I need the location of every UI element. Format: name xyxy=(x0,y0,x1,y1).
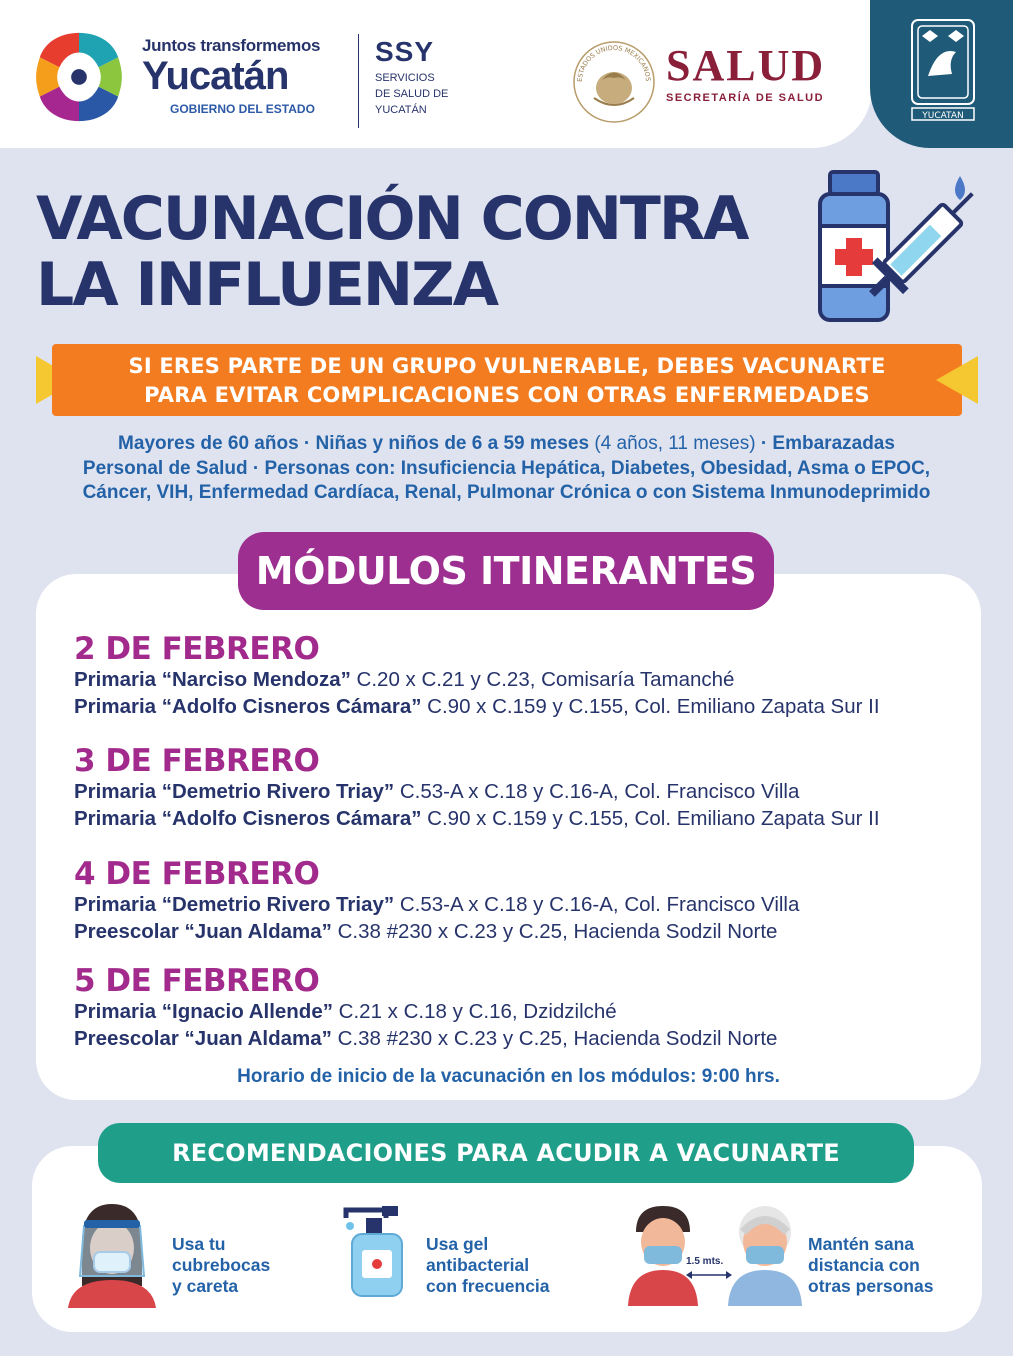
module-name: Preescolar “Juan Aldama” xyxy=(74,920,332,943)
banner-line1: SI ERES PARTE DE UN GRUPO VULNERABLE, DEBES VACUNARTE xyxy=(128,354,886,378)
yucatan-shield-icon xyxy=(908,16,978,124)
yucatan-badge xyxy=(870,0,1013,148)
groups-line1a: Mayores de 60 años · Niñas y niños de 6 a 59 meses xyxy=(118,433,590,454)
module-name: Primaria “Demetrio Rivero Triay” xyxy=(74,780,395,803)
rec-distance-line3: otras personas xyxy=(808,1276,934,1296)
module-name: Preescolar “Juan Aldama” xyxy=(74,1027,332,1050)
yucatan-line1: Juntos transformemos xyxy=(142,36,321,55)
module-entry xyxy=(74,693,880,720)
yucatan-wordmark xyxy=(142,36,320,116)
vaccine-icon xyxy=(810,166,980,326)
day-block xyxy=(74,744,880,832)
day-block xyxy=(74,964,777,1052)
module-address: C.53-A x C.18 y C.16-A, Col. Francisco Villa xyxy=(394,893,800,916)
hand-sanitizer-icon xyxy=(338,1196,416,1300)
title-line1: VACUNACIÓN CONTRA xyxy=(36,184,748,254)
ssy-logo xyxy=(375,36,448,116)
module-address: C.53-A x C.18 y C.16-A, Col. Francisco Villa xyxy=(394,780,800,803)
day-date: 5 DE FEBRERO xyxy=(74,963,320,999)
groups-line3: Cáncer, VIH, Enfermedad Cardíaca, Renal, Pulmonar Crónica o con Sistema Inmunodeprimido xyxy=(82,482,931,503)
groups-line1b: (4 años, 11 meses) xyxy=(589,433,761,454)
salud-title: SALUD xyxy=(666,41,826,90)
day-date: 3 DE FEBRERO xyxy=(74,743,320,779)
distancing-person-elder-icon xyxy=(728,1202,802,1306)
module-name: Primaria “Adolfo Cisneros Cámara” xyxy=(74,807,422,830)
page-title xyxy=(36,186,748,318)
module-address: C.20 x C.21 y C.23, Comisaría Tamanché xyxy=(350,668,735,691)
banner-line2: PARA EVITAR COMPLICACIONES CON OTRAS ENFERMEDADES xyxy=(144,383,870,407)
rec-item-gel xyxy=(426,1234,550,1297)
groups-line1 xyxy=(20,432,993,457)
module-address: C.21 x C.18 y C.16, Dzidzilché xyxy=(332,1000,617,1023)
module-address: C.90 x C.159 y C.155, Col. Emiliano Zapata Sur II xyxy=(421,695,880,718)
distance-label: 1.5 mts. xyxy=(686,1256,724,1267)
groups-line2: Personal de Salud · Personas con: Insuficiencia Hepática, Diabetes, Obesidad, Asma o EPOC, xyxy=(82,457,931,479)
eligible-groups xyxy=(20,432,993,506)
yucatan-line2: Yucatán xyxy=(142,54,289,98)
rec-mask-line3: y careta xyxy=(172,1276,239,1296)
day-date: 4 DE FEBRERO xyxy=(74,856,320,892)
banner-right-arrow xyxy=(936,356,978,404)
day-block xyxy=(74,632,880,720)
groups-line1c: · Embarazadas xyxy=(760,433,895,454)
module-entry xyxy=(74,998,777,1025)
module-entry xyxy=(74,1025,777,1052)
yucatan-logo-icon xyxy=(30,28,128,126)
module-entry xyxy=(74,918,799,945)
vulnerable-group-banner xyxy=(52,344,962,416)
badge-text: YUCATAN xyxy=(922,111,964,121)
rec-mask-line2: cubrebocas xyxy=(172,1255,271,1275)
rec-gel-line3: con frecuencia xyxy=(426,1276,550,1296)
distance-arrow-icon xyxy=(686,1270,732,1280)
vaccination-schedule: Horario de inicio de la vacunación en los módulos: 9:00 hrs. xyxy=(237,1066,780,1087)
module-address: C.90 x C.159 y C.155, Col. Emiliano Zapata Sur II xyxy=(421,807,880,830)
module-name: Primaria “Narciso Mendoza” xyxy=(74,668,351,691)
module-entry xyxy=(74,778,880,805)
rec-item-distance xyxy=(808,1234,933,1297)
day-block xyxy=(74,857,799,945)
salud-logo xyxy=(666,42,825,104)
module-name: Primaria “Adolfo Cisneros Cámara” xyxy=(74,695,422,718)
module-name: Primaria “Demetrio Rivero Triay” xyxy=(74,893,395,916)
module-name: Primaria “Ignacio Allende” xyxy=(74,1000,333,1023)
ssy-line2: DE SALUD DE xyxy=(375,88,449,100)
salud-subtitle: SECRETARÍA DE SALUD xyxy=(666,92,825,104)
rec-distance-line1: Mantén sana xyxy=(808,1234,914,1254)
face-shield-person-icon xyxy=(64,1196,160,1308)
rec-mask-line1: Usa tu xyxy=(172,1234,226,1254)
mexico-seal-icon xyxy=(572,40,656,124)
modules-title: MÓDULOS ITINERANTES xyxy=(238,532,774,610)
header-divider xyxy=(358,34,359,128)
seal-text: ESTADOS UNIDOS MEXICANOS xyxy=(575,43,653,83)
yucatan-line3: GOBIERNO DEL ESTADO xyxy=(170,102,315,116)
recommendations-title: RECOMENDACIONES PARA ACUDIR A VACUNARTE xyxy=(98,1123,914,1183)
module-entry xyxy=(74,666,880,693)
day-date: 2 DE FEBRERO xyxy=(74,631,320,667)
module-entry xyxy=(74,891,799,918)
header xyxy=(0,0,872,148)
rec-gel-line2: antibacterial xyxy=(426,1255,530,1275)
module-address: C.38 #230 x C.23 y C.25, Hacienda Sodzil Norte xyxy=(331,920,778,943)
rec-item-mask xyxy=(172,1234,270,1297)
ssy-title: SSY xyxy=(375,36,435,67)
ssy-line3: YUCATÁN xyxy=(375,104,427,116)
rec-gel-line1: Usa gel xyxy=(426,1234,489,1254)
ssy-line1: SERVICIOS xyxy=(375,72,435,84)
module-entry xyxy=(74,805,880,832)
module-address: C.38 #230 x C.23 y C.25, Hacienda Sodzil Norte xyxy=(331,1027,778,1050)
title-line2: LA INFLUENZA xyxy=(36,250,498,320)
rec-distance-line2: distancia con xyxy=(808,1255,920,1275)
distancing-person-young-icon xyxy=(628,1202,698,1306)
